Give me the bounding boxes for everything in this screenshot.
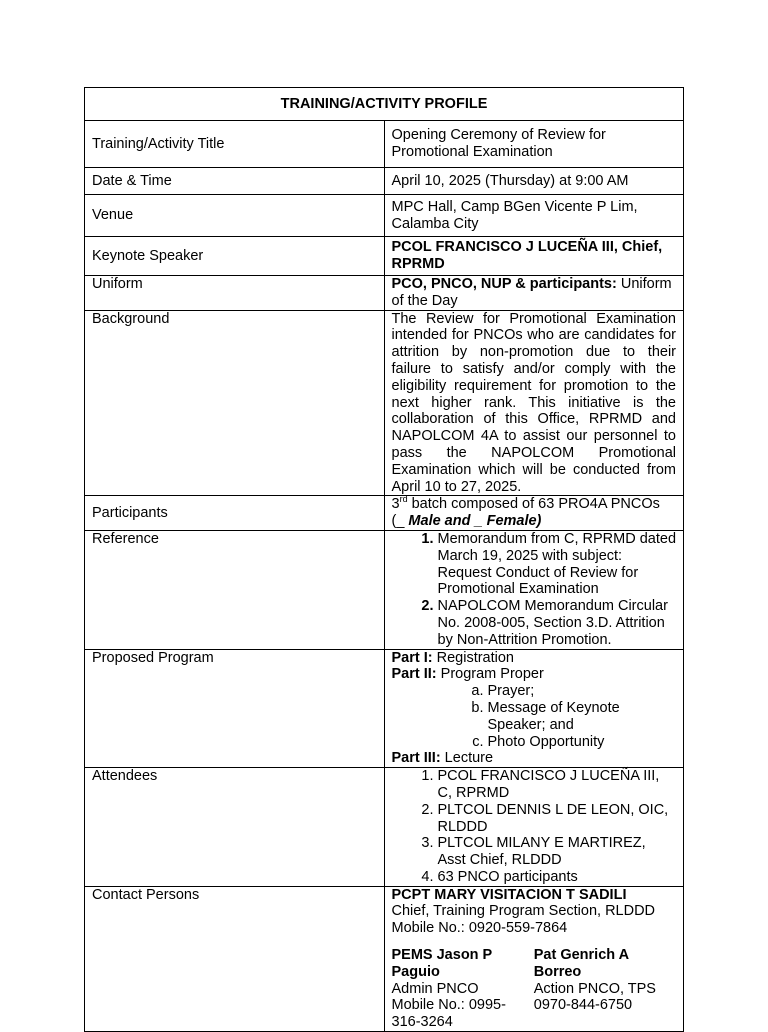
program-part3 xyxy=(392,750,677,767)
primary-contact-mobile: Mobile No.: 0920-559-7864 xyxy=(391,920,568,937)
participants-num: 3 xyxy=(391,496,400,513)
list-item: a. Prayer; xyxy=(488,683,677,700)
attendees-list xyxy=(392,768,677,886)
part2-text: Program Proper xyxy=(436,666,544,683)
title-label: Training/Activity Title xyxy=(85,121,385,168)
attendees-label: Attendees xyxy=(85,768,385,887)
datetime-label: Date & Time xyxy=(85,168,385,195)
list-item: 1. Memorandum from C, RPRMD dated March 19, 2025 with subject: Request Conduct of Review for Promotional Examination xyxy=(438,531,677,598)
program-label: Proposed Program xyxy=(85,649,385,768)
contact-mobile: Mobile No.: 0995-316-3264 xyxy=(391,997,506,1031)
contact-role: Action PNCO, TPS xyxy=(533,980,656,997)
contact-third xyxy=(534,947,676,1031)
list-item: b. Message of Keynote Speaker; and xyxy=(488,700,677,734)
venue-label: Venue xyxy=(85,195,385,237)
program-part2 xyxy=(392,666,677,683)
contact-name: PEMS Jason P Paguio xyxy=(391,947,492,980)
participants-value xyxy=(384,496,684,531)
uniform-value xyxy=(384,276,684,311)
participants-label: Participants xyxy=(85,496,385,531)
contact-role: Admin PNCO xyxy=(391,980,479,997)
part2-label: Part II: xyxy=(391,666,437,683)
contact-second xyxy=(392,947,534,1031)
uniform-label: Uniform xyxy=(85,276,385,311)
secondary-contacts xyxy=(392,947,677,1031)
list-item: 3. PLTCOL MILANY E MARTIREZ, Asst Chief, RLDDD xyxy=(438,835,677,869)
part3-label: Part III: xyxy=(391,750,441,767)
contacts-label: Contact Persons xyxy=(85,886,385,1031)
part1-label: Part I: xyxy=(391,649,433,666)
list-item: c. Photo Opportunity xyxy=(488,734,677,751)
keynote-label: Keynote Speaker xyxy=(85,237,385,276)
attendees-value xyxy=(384,768,684,887)
datetime-value: April 10, 2025 (Thursday) at 9:00 AM xyxy=(384,168,684,195)
part1-text: Registration xyxy=(432,649,514,666)
title-value: Opening Ceremony of Review for Promotional Examination xyxy=(384,121,684,168)
background-label: Background xyxy=(85,310,385,496)
reference-list xyxy=(392,531,677,649)
contacts-value xyxy=(384,886,684,1031)
reference-value xyxy=(384,530,684,649)
profile-header: TRAINING/ACTIVITY PROFILE xyxy=(85,88,684,121)
venue-value: MPC Hall, Camp BGen Vicente P Lim, Calamba City xyxy=(384,195,684,237)
uniform-rest: Uniform of the Day xyxy=(391,276,672,309)
contact-mobile: 0970-844-6750 xyxy=(533,997,633,1014)
program-part1 xyxy=(392,650,677,667)
background-value: The Review for Promotional Examination intended for PNCOs who are candidates for attrition by non-promotion due to their failure to satisfy and/or comply with the eligibility requirement for promotion to the next higher rank. This initiative is the collaboration of this Office, RPRMD and NAPOLCOM 4A to assist our personnel to pass the NAPOLCOM Promotional Examination which will be conducted from April 10 to 27, 2025. xyxy=(384,310,684,496)
primary-contact-name: PCPT MARY VISITACION T SADILI xyxy=(391,886,627,903)
part3-text: Lecture xyxy=(440,750,494,767)
participants-gender: Male and _ Female) xyxy=(408,513,542,530)
list-item: 2. PLTCOL DENNIS L DE LEON, OIC, RLDDD xyxy=(438,802,677,836)
list-item: 4. 63 PNCO participants xyxy=(438,869,677,886)
contact-name: Pat Genrich A Borreo xyxy=(533,947,629,980)
reference-label: Reference xyxy=(85,530,385,649)
list-item: 2. NAPOLCOM Memorandum Circular No. 2008-005, Section 3.D. Attrition by Non-Attrition Promotion. xyxy=(438,598,677,648)
primary-contact-role: Chief, Training Program Section, RLDDD xyxy=(391,903,656,920)
participants-sup: rd xyxy=(399,494,408,505)
program-value xyxy=(384,649,684,768)
list-item: 1. PCOL FRANCISCO J LUCEÑA III, C, RPRMD xyxy=(438,768,677,802)
keynote-value: PCOL FRANCISCO J LUCEÑA III, Chief, RPRMD xyxy=(384,237,684,276)
training-profile-table xyxy=(84,87,684,1032)
participants-text: batch composed of 63 PRO4A PNCOs (_ xyxy=(391,496,660,530)
program-sublist xyxy=(392,683,677,750)
uniform-bold: PCO, PNCO, NUP & participants: xyxy=(391,276,617,292)
